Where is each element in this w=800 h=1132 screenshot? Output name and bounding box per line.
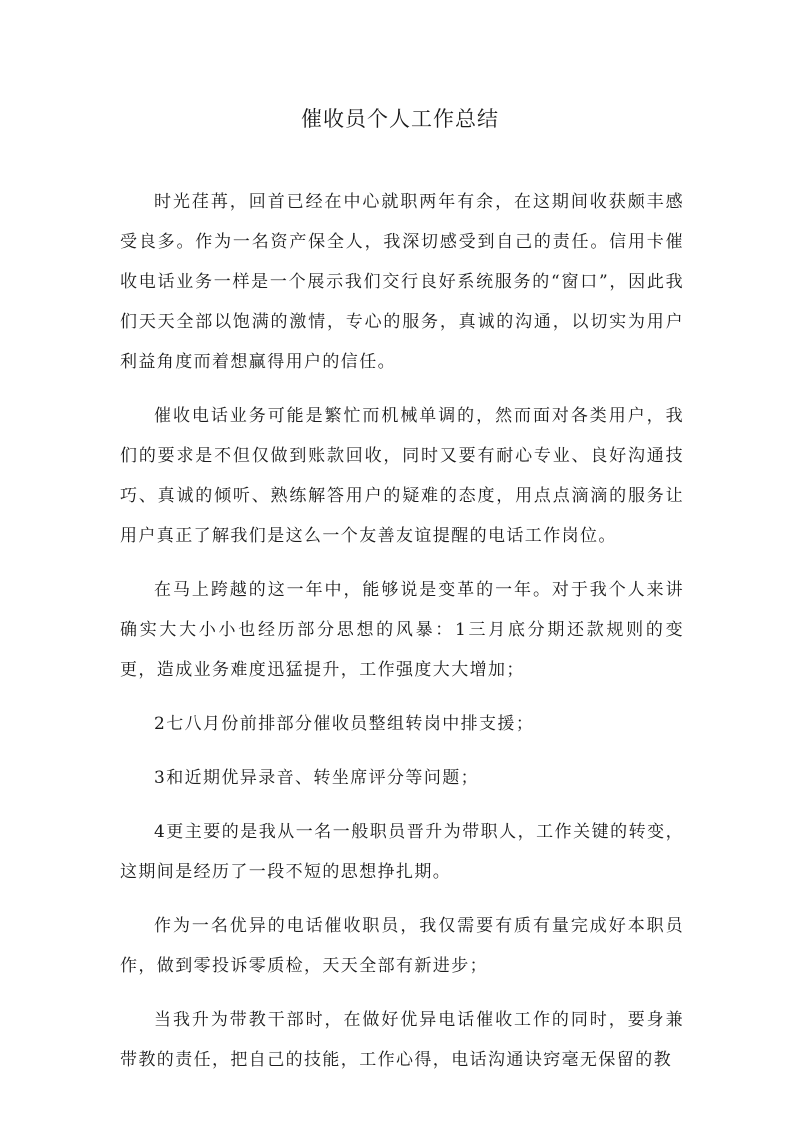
document-title: 催收员个人工作总结 xyxy=(301,107,499,131)
paragraph: 4更主要的是我从一名一般职员晋升为带职人，工作关键的转变，这期间是经历了一段不短的思想挣扎期。 xyxy=(120,822,684,882)
paragraph: 当我升为带教干部时，在做好优异电话催收工作的同时，要身兼带教的责任，把自己的技能，工作心得，电话沟通诀窍毫无保留的教 xyxy=(120,1010,684,1070)
document-body xyxy=(120,182,684,1094)
paragraph: 在马上跨越的这一年中，能够说是变革的一年。对于我个人来讲确实大大小小也经历部分思想的风暴：1三月底分期还款规则的变更，造成业务难度迅猛提升，工作强度大大增加； xyxy=(120,580,684,680)
paragraph: 2七八月份前排部分催收员整组转岗中排支援； xyxy=(154,714,535,734)
paragraph: 作为一名优异的电话催收职员，我仅需要有质有量完成好本职员作，做到零投诉零质检，天天全部有新进步； xyxy=(120,916,684,976)
paragraph: 时光荏苒，回首已经在中心就职两年有余，在这期间收获颇丰感受良多。作为一名资产保全人，我深切感受到自己的责任。信用卡催收电话业务一样是一个展示我们交行良好系统服务的“窗口”，因此我们天天全部以饱满的激情，专心的服务，真诚的沟通，以切实为用户利益角度而着想赢得用户的信任。 xyxy=(120,192,684,372)
paragraph: 3和近期优异录音、转坐席评分等问题； xyxy=(154,768,480,788)
paragraph: 催收电话业务可能是繁忙而机械单调的，然而面对各类用户，我们的要求是不但仅做到账款回收，同时又要有耐心专业、良好沟通技巧、真诚的倾听、熟练解答用户的疑难的态度，用点点滴滴的服务让用户真正了解我们是这么一个友善友谊提醒的电话工作岗位。 xyxy=(120,406,684,546)
